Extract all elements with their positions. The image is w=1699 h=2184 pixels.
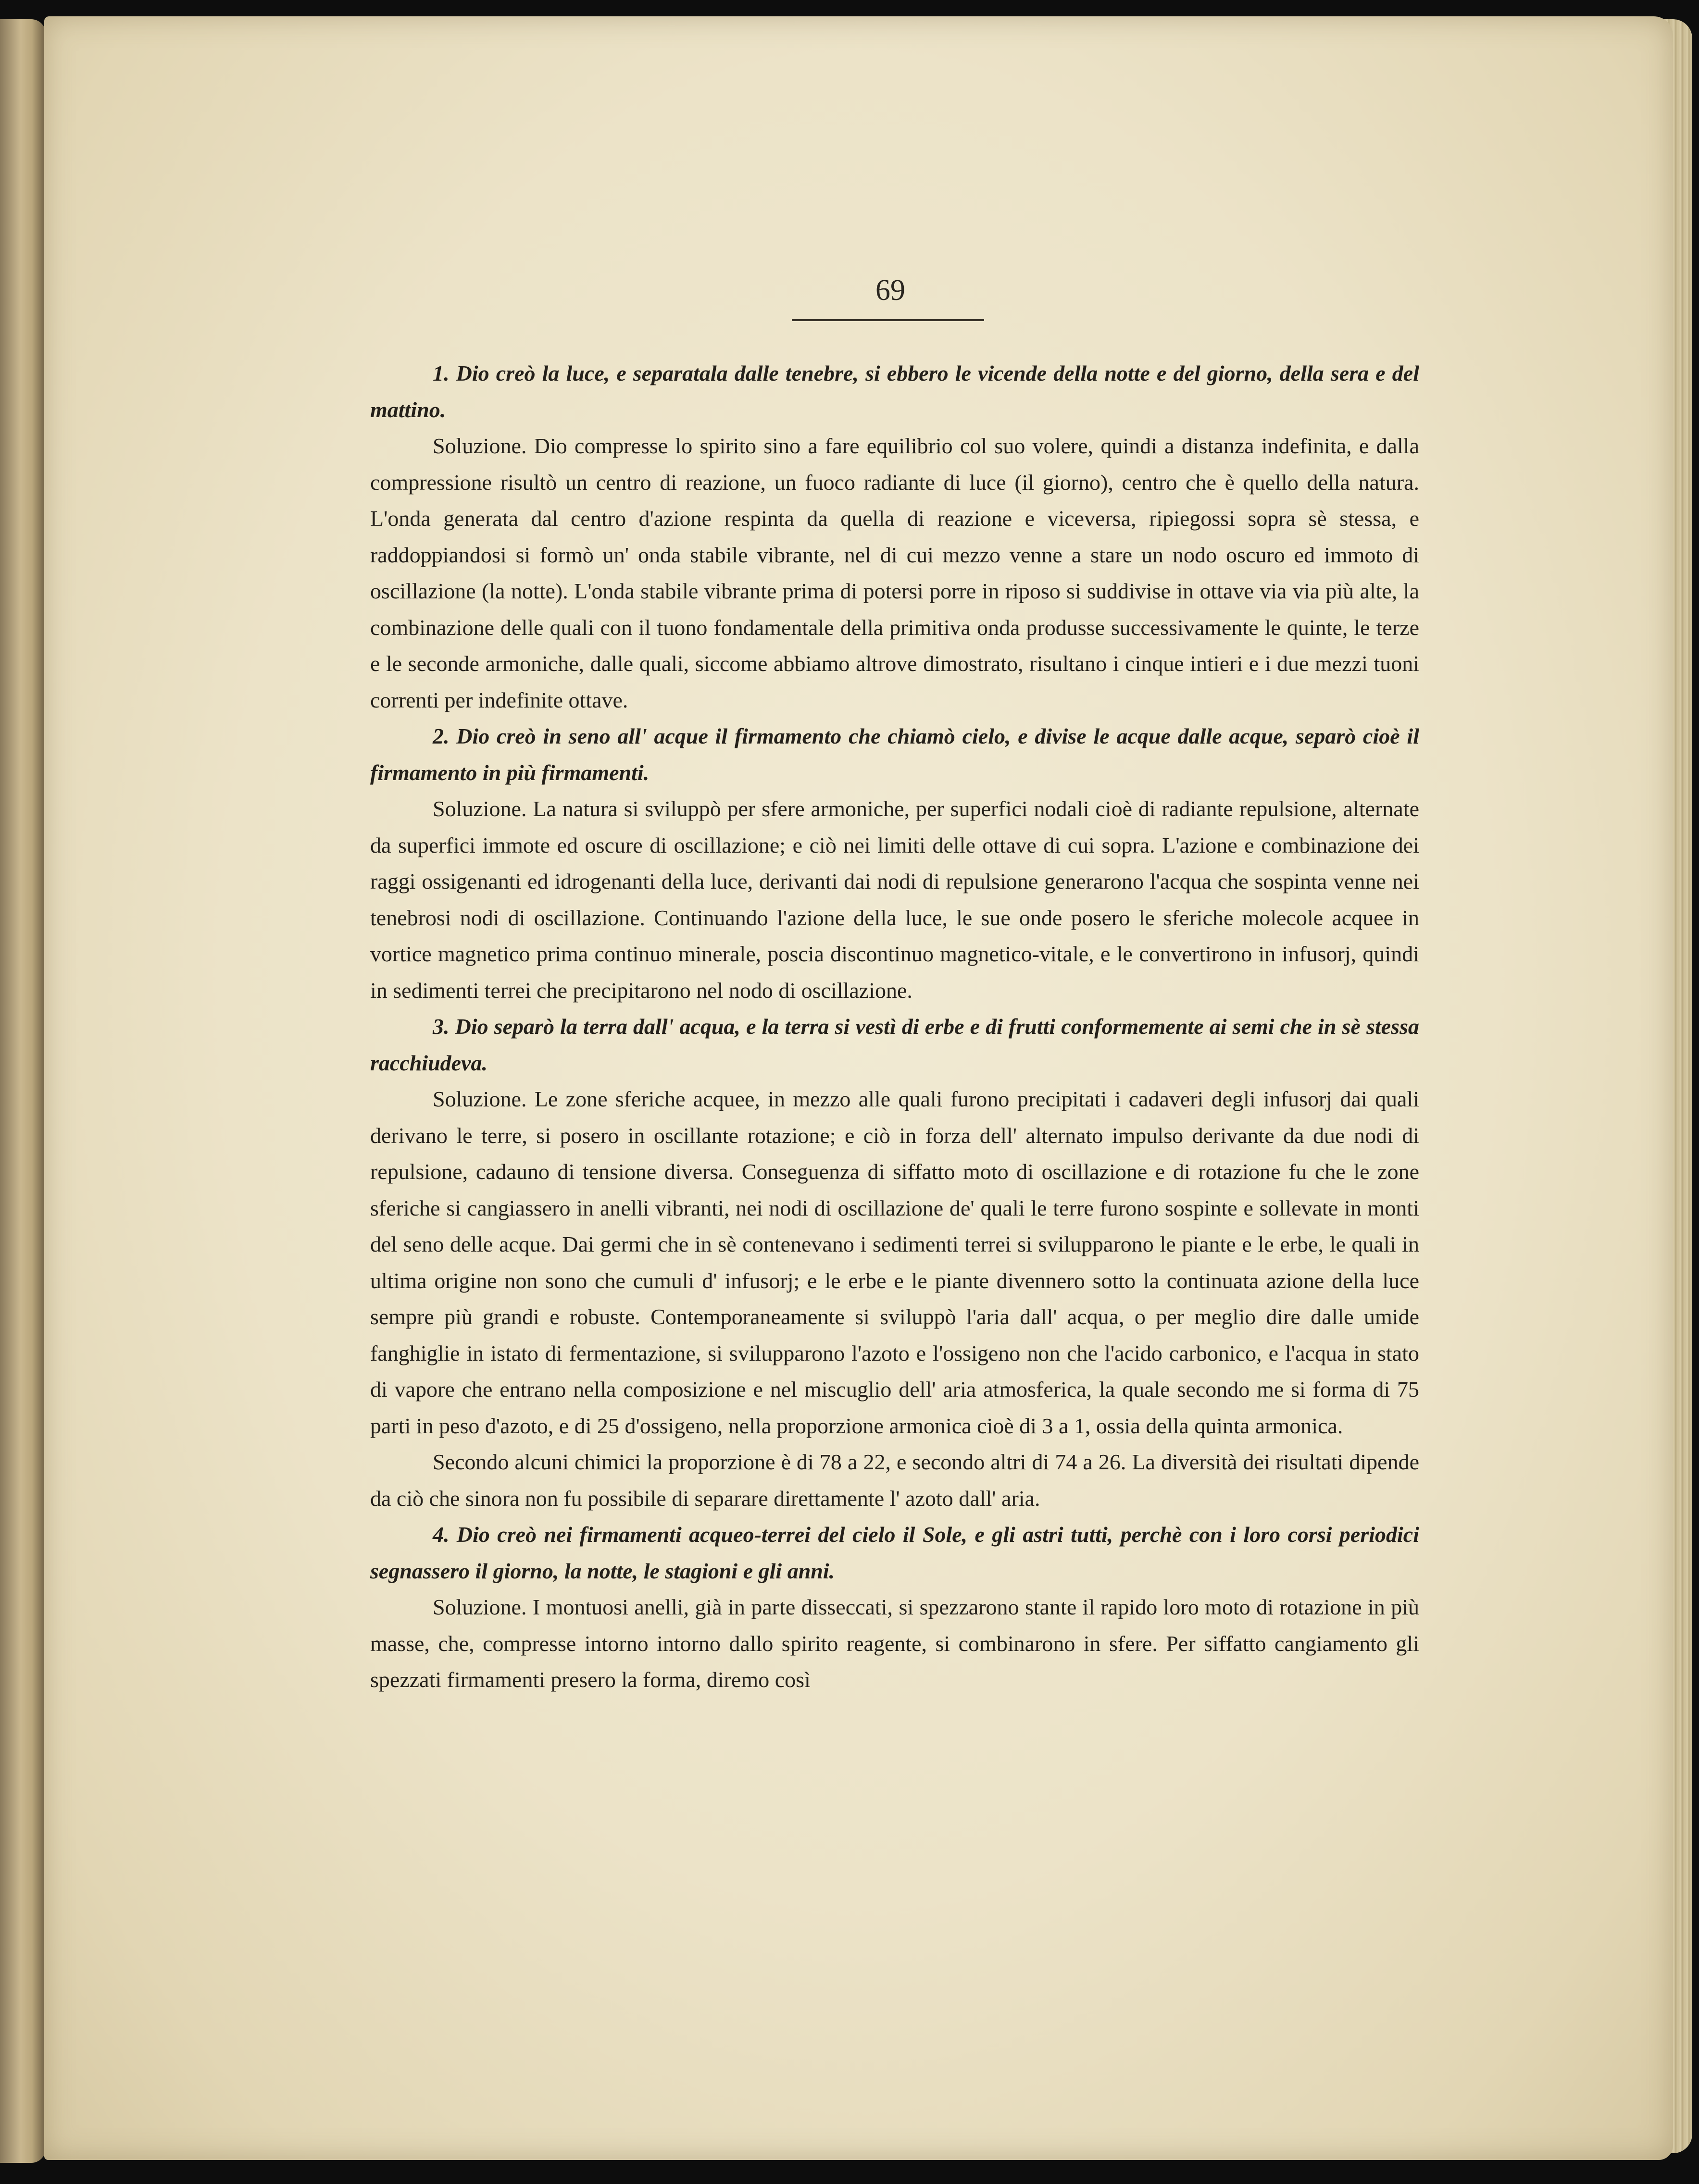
solution-4: Soluzione. I montuosi anelli, già in parte disseccati, si spezzarono stante il rapido loro moto di rotazione in più masse, che, compresse intorno intorno dallo spirito reagente, si combinarono in sfere. Per siffatto cangiamento gli spezzati firmamenti presero la forma, diremo così (370, 1595, 1419, 1692)
left-page-edge (0, 19, 46, 2163)
page-number-rule (792, 319, 984, 321)
solution-1: Soluzione. Dio compresse lo spirito sino a fare equilibrio col suo volere, quindi a distanza indefinita, e dalla compressione risultò un centro di reazione, un fuoco radiante di luce (il giorno), centro che è quello della natura. L'onda generata dal centro d'azione respinta da quella di reazione e viceversa, ripiegossi sopra sè stessa, e raddoppiandosi si formò un' onda stabile vibrante, nel di cui mezzo venne a stare un nodo oscuro ed immoto di oscillazione (la notte). L'onda stabile vibrante prima di potersi porre in riposo si suddivise in ottave via via più alte, la combinazione delle quali con il tuono fondamentale della primitiva onda produsse successivamente le quinte, le terze e le seconde armoniche, dalle quali, siccome abbiamo altrove dimostrato, risultano i cinque intieri e i due mezzi tuoni correnti per indefinite ottave. (370, 434, 1419, 712)
page-number: 69 (875, 274, 905, 307)
solution-3: Soluzione. Le zone sferiche acquee, in mezzo alle quali furono precipitati i cadaveri degli infusorj dai quali derivano le terre, si posero in oscillante rotazione; e ciò in forza dell' alternato impulso derivante da due nodi di repulsione, cadauno di tensione diversa. Conseguenza di siffatto moto di oscillazione e di rotazione fu che le zone sferiche si cangiassero in anelli vibranti, nei nodi di oscillazione de' quali le terre furono sospinte e sollevate in monti del seno delle acque. Dai germi che in sè contenevano i sedimenti terrei si svilupparono le piante e le erbe, le quali in ultima origine non sono che cumuli d' infusorj; e le erbe e le piante divennero sotto la continuata azione della luce sempre più grandi e robuste. Contemporaneamente si sviluppò l'aria dall' acqua, o per meglio dire dalle umide fanghiglie in istato di fermentazione, si svilupparono l'azoto e l'ossigeno non che l'acido carbonico, e l'acqua in stato di vapore che entrano nella composizione e nel miscuglio dell' aria atmosferica, la quale secondo me si forma di 75 parti in peso d'azoto, e di 25 d'ossigeno, nella proporzione armonica cioè di 3 a 1, ossia della quinta armonica. (370, 1087, 1419, 1438)
proposition-1: 1. Dio creò la luce, e separatala dalle tenebre, si ebbero le vicende della notte e del giorno, della sera e del mattino. (370, 361, 1419, 422)
book-page (44, 16, 1673, 2160)
proposition-3: 3. Dio separò la terra dall' acqua, e la terra si vestì di erbe e di frutti conformemente ai semi che in sè stessa racchiudeva. (370, 1014, 1419, 1075)
proposition-4: 4. Dio creò nei firmamenti acqueo-terrei del cielo il Sole, e gli astri tutti, perchè con i loro corsi periodici segnassero il giorno, la notte, le stagioni e gli anni. (370, 1522, 1419, 1583)
proposition-2: 2. Dio creò in seno all' acque il firmamento che chiamò cielo, e divise le acque dalle acque, separò cioè il firmamento in più firmamenti. (370, 724, 1419, 785)
body-text (370, 355, 1419, 1698)
solution-3-note: Secondo alcuni chimici la proporzione è di 78 a 22, e secondo altri di 74 a 26. La diversità dei risultati dipende da ciò che sinora non fu possibile di separare direttamente l' azoto dall' aria. (370, 1450, 1419, 1511)
solution-2: Soluzione. La natura si sviluppò per sfere armoniche, per superfici nodali cioè di radiante repulsione, alternate da superfici immote ed oscure di oscillazione; e ciò nei limiti delle ottave di cui sopra. L'azione e combinazione dei raggi ossigenanti ed idrogenanti della luce, derivanti dai nodi di repulsione generarono l'acqua che sospinta venne nei tenebrosi nodi di oscillazione. Continuando l'azione della luce, le sue onde posero le sferiche molecole acquee in vortice magnetico prima continuo minerale, poscia discontinuo magnetico-vitale, e le convertirono in infusorj, quindi in sedimenti terrei che precipitarono nel nodo di oscillazione. (370, 796, 1419, 1003)
